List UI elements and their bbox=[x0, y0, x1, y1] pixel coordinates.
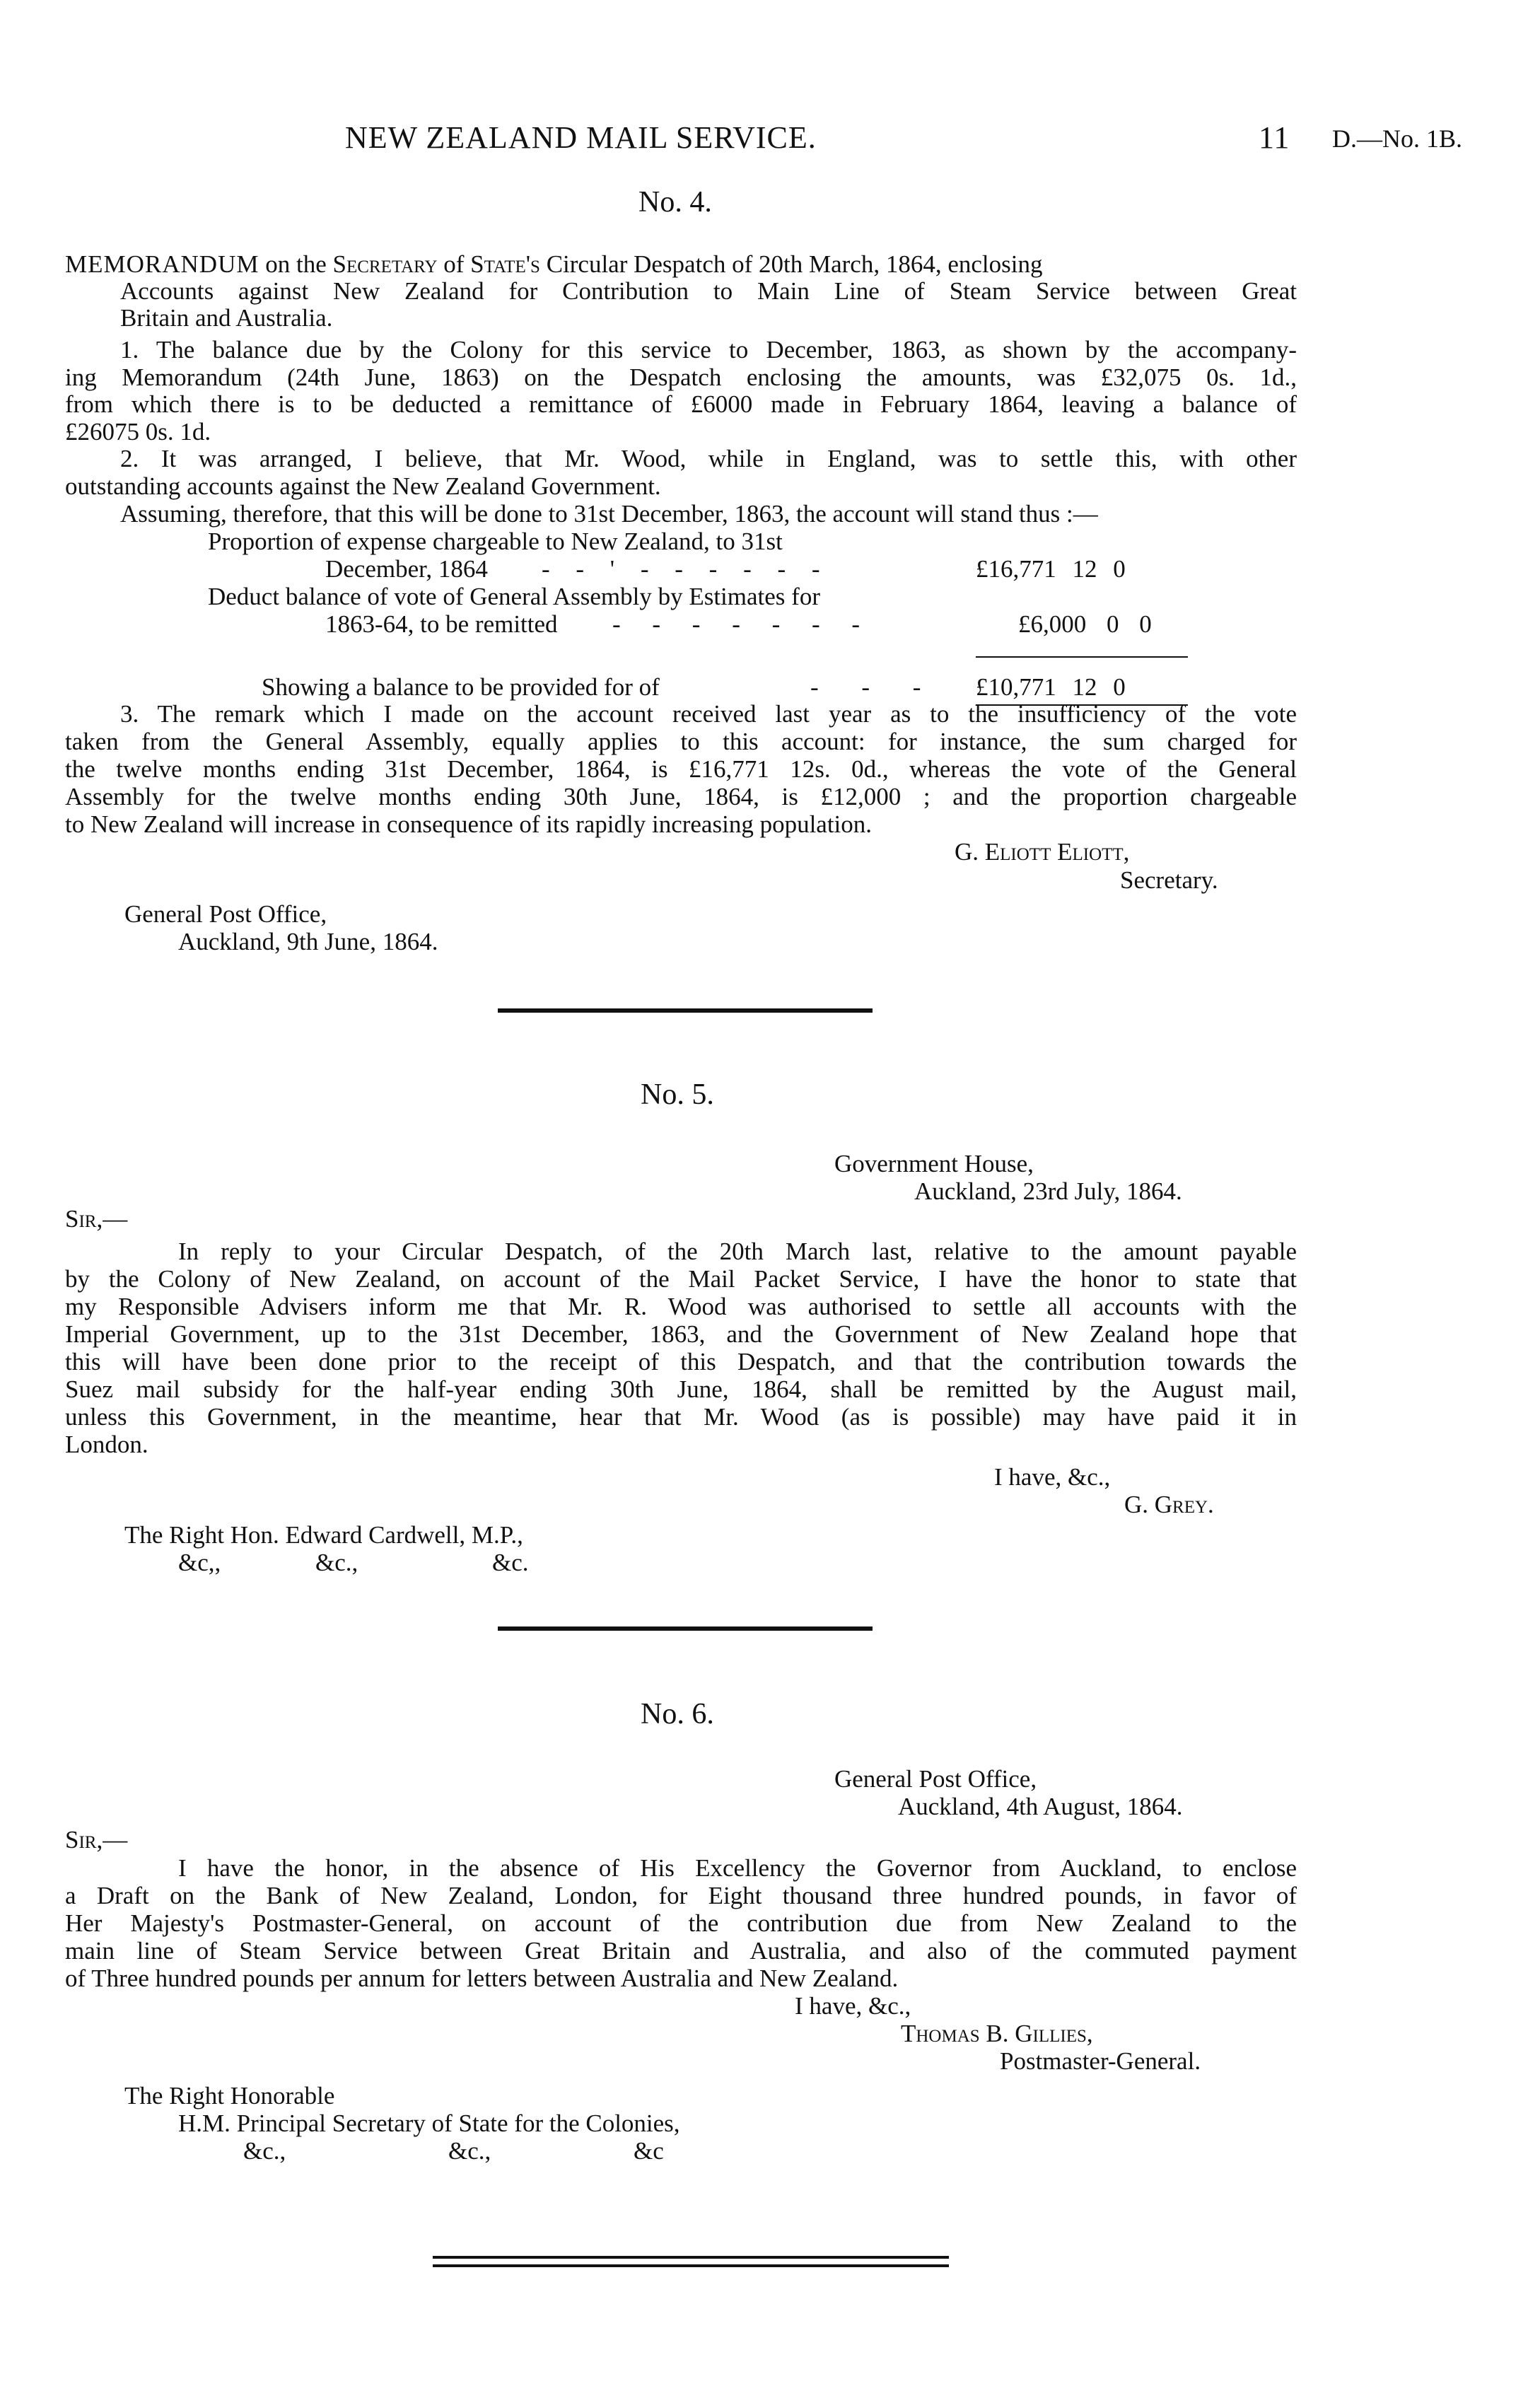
sec6-signature: Thomas B. Gillies, bbox=[901, 2020, 1093, 2047]
para1-line2: ing Memorandum (24th June, 1863) on the Despatch enclosing the amounts, was £32,075 0s. 1d., bbox=[65, 363, 1297, 391]
signature-eliott: G. Eliott Eliott, bbox=[955, 838, 1130, 866]
memo-heading-line1 bbox=[65, 250, 1297, 279]
sec6-body-line5: of Three hundred pounds per annum for letters between Australia and New Zealand. bbox=[65, 1965, 899, 1992]
sec6-recipient-etc1: &c., bbox=[243, 2137, 286, 2165]
sec6-recipient-etc2: &c., bbox=[448, 2137, 491, 2165]
account-row1-amount: £16,771 12 0 bbox=[976, 555, 1126, 583]
sec5-recipient-etc3: &c. bbox=[492, 1549, 529, 1576]
place-line2: Auckland, 9th June, 1864. bbox=[178, 928, 438, 955]
sec6-recipient-etc3: &c bbox=[634, 2137, 664, 2165]
sec5-address-line2: Auckland, 23rd July, 1864. bbox=[914, 1177, 1182, 1205]
sec5-body-line7: unless this Government, in the meantime, hear that Mr. Wood (as is possible) may have paid it in bbox=[65, 1403, 1297, 1431]
sec5-body-line1: In reply to your Circular Despatch, of the 20th March last, relative to the amount payable bbox=[178, 1238, 1297, 1265]
sec5-body-line6: Suez mail subsidy for the half-year ending 30th June, 1864, shall be remitted by the August mail, bbox=[65, 1375, 1297, 1403]
sec6-recipient-line2: H.M. Principal Secretary of State for the Colonies, bbox=[178, 2109, 680, 2137]
sec6-recipient-line1: The Right Honorable bbox=[124, 2082, 335, 2109]
account-row1-label-line2: December, 1864 bbox=[325, 555, 488, 583]
sec5-body-line3: my Responsible Advisers inform me that Mr. R. Wood was authorised to settle all accounts with the bbox=[65, 1293, 1297, 1320]
running-title: NEW ZEALAND MAIL SERVICE. bbox=[345, 120, 817, 155]
assume-line: Assuming, therefore, that this will be done to 31st December, 1863, the account will stand thus :— bbox=[120, 500, 1098, 528]
para3-line3: the twelve months ending 31st December, 1864, is £16,771 12s. 0d., whereas the vote of the General bbox=[65, 755, 1297, 783]
account-row3-amount: £10,771 12 0 bbox=[976, 673, 1126, 701]
sec6-body-line1: I have the honor, in the absence of His Excellency the Governor from Auckland, to enclose bbox=[178, 1854, 1297, 1882]
memo-state: State's bbox=[470, 250, 540, 278]
sec6-salutation: Sir,— bbox=[65, 1826, 128, 1853]
sec6-address-line2: Auckland, 4th August, 1864. bbox=[898, 1793, 1183, 1820]
sec5-body-line8: London. bbox=[65, 1431, 148, 1458]
sec6-signature-title: Postmaster-General. bbox=[1000, 2047, 1201, 2075]
sec5-closing: I have, &c., bbox=[994, 1463, 1111, 1491]
sec6-body-line2: a Draft on the Bank of New Zealand, London, for Eight thousand three hundred pounds, in favor of bbox=[65, 1882, 1297, 1909]
para1-line1: 1. The balance due by the Colony for this service to December, 1863, as shown by the accompany- bbox=[120, 336, 1297, 363]
memo-word: MEMORANDUM bbox=[65, 250, 259, 278]
para1-line3: from which there is to be deducted a remittance of £6000 made in February 1864, leaving a balance of bbox=[65, 390, 1297, 418]
section-number-4: No. 4. bbox=[638, 186, 712, 219]
para1-line4: £26075 0s. 1d. bbox=[65, 418, 211, 446]
place-line1: General Post Office, bbox=[124, 900, 327, 928]
memo-heading-line2: Accounts against New Zealand for Contribution to Main Line of Steam Service between Great bbox=[120, 277, 1297, 305]
sec5-body-line5: this will have been done prior to the receipt of this Despatch, and that the contribution towards the bbox=[65, 1348, 1297, 1375]
para3-line1: 3. The remark which I made on the account received last year as to the insufficiency of the vote bbox=[120, 700, 1297, 728]
sec5-body-line4: Imperial Government, up to the 31st December, 1863, and the Government of New Zealand hope that bbox=[65, 1320, 1297, 1348]
account-row2-label-line1: Deduct balance of vote of General Assembly by Estimates for bbox=[208, 583, 820, 610]
section-divider-1 bbox=[498, 1008, 873, 1013]
sec5-body-line2: by the Colony of New Zealand, on account of the Mail Packet Service, I have the honor to state that bbox=[65, 1265, 1297, 1293]
account-row2-amount: £6,000 0 0 bbox=[1018, 610, 1152, 638]
para2-line1: 2. It was arranged, I believe, that Mr. Wood, while in England, was to settle this, with other bbox=[120, 445, 1297, 472]
para3-line4: Assembly for the twelve months ending 30th June, 1864, is £12,000 ; and the proportion chargeable bbox=[65, 783, 1297, 810]
memo-secretary: Secretary bbox=[332, 250, 438, 278]
signature-eliott-title: Secretary. bbox=[1120, 866, 1218, 894]
para2-line2: outstanding accounts against the New Zealand Government. bbox=[65, 472, 661, 500]
account-row2-leaders: - - - - - - - bbox=[612, 610, 873, 638]
memo-of: of bbox=[443, 250, 465, 278]
end-rule-bottom bbox=[433, 2264, 949, 2267]
sec6-body-line4: main line of Steam Service between Great Britain and Australia, and also of the commuted payment bbox=[65, 1937, 1297, 1965]
account-row1-leaders: - - ' - - - - - - bbox=[542, 555, 830, 583]
section-divider-2 bbox=[498, 1626, 873, 1631]
sec5-recipient-etc2: &c., bbox=[315, 1549, 358, 1576]
sec5-recipient-line1: The Right Hon. Edward Cardwell, M.P., bbox=[124, 1521, 523, 1549]
sec5-salutation: Sir,— bbox=[65, 1205, 128, 1233]
memo-on: on the bbox=[265, 250, 327, 278]
account-sum-rule bbox=[976, 656, 1188, 658]
account-row2-label-line2: 1863-64, to be remitted bbox=[325, 610, 558, 638]
page-number: 11 bbox=[1259, 120, 1290, 155]
sec6-body-line3: Her Majesty's Postmaster-General, on account of the contribution due from New Zealand to the bbox=[65, 1909, 1297, 1937]
sec6-closing: I have, &c., bbox=[795, 1992, 911, 2020]
account-row3-leaders: - - - bbox=[810, 673, 940, 701]
memo-heading-line3: Britain and Australia. bbox=[120, 304, 333, 332]
para3-line2: taken from the General Assembly, equally applies to this account: for instance, the sum charged for bbox=[65, 728, 1297, 755]
sec6-address-line1: General Post Office, bbox=[834, 1765, 1037, 1793]
section-number-5: No. 5. bbox=[641, 1078, 714, 1111]
sec5-recipient-etc1: &c,, bbox=[178, 1549, 221, 1576]
account-row3-label: Showing a balance to be provided for of bbox=[262, 673, 660, 701]
end-rule-top bbox=[433, 2256, 949, 2259]
para3-line5: to New Zealand will increase in consequence of its rapidly increasing population. bbox=[65, 810, 873, 838]
section-number-6: No. 6. bbox=[641, 1698, 714, 1730]
account-row1-label-line1: Proportion of expense chargeable to New Zealand, to 31st bbox=[208, 528, 783, 555]
memo-rest: Circular Despatch of 20th March, 1864, enclosing bbox=[546, 250, 1043, 278]
sec5-signature: G. Grey. bbox=[1124, 1491, 1214, 1518]
sec5-address-line1: Government House, bbox=[834, 1150, 1034, 1177]
document-reference: D.—No. 1B. bbox=[1332, 124, 1463, 153]
